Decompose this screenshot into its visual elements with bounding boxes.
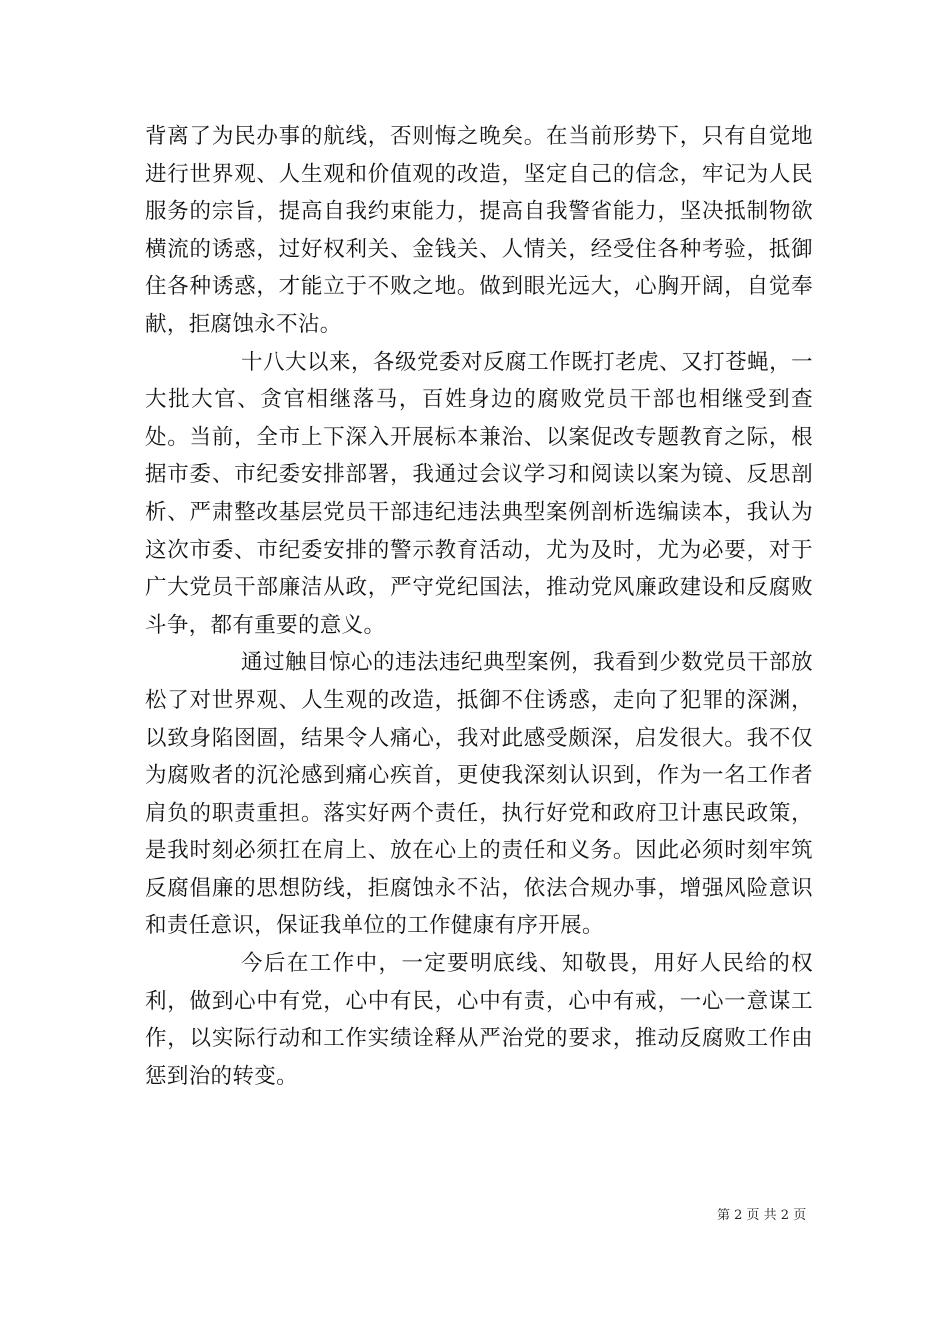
- paragraph-4: 今后在工作中，一定要明底线、知敬畏，用好人民给的权利，做到心中有党，心中有民，心中有责，心中有戒，一心一意谋工作，以实际行动和工作实绩诠释从严治党的要求，推动反腐败工作由惩到治的转变。: [145, 951, 813, 1089]
- document-body: [145, 118, 813, 1095]
- page-number-footer: 第 2 页 共 2 页: [717, 1208, 807, 1223]
- paragraph-2: 十八大以来，各级党委对反腐工作既打老虎、又打苍蝇，一大批大官、贪官相继落马，百姓身边的腐败党员干部也相继受到查处。当前，全市上下深入开展标本兼治、以案促改专题教育之际，根据市委、市纪委安排部署，我通过会议学习和阅读以案为镜、反思剖析、严肃整改基层党员干部违纪违法典型案例剖析选编读本，我认为这次市委、市纪委安排的警示教育活动，尤为及时，尤为必要，对于广大党员干部廉洁从政，严守党纪国法，推动党风廉政建设和反腐败斗争，都有重要的意义。: [145, 349, 813, 638]
- paragraph-1: 背离了为民办事的航线，否则悔之晚矣。在当前形势下，只有自觉地进行世界观、人生观和价值观的改造，坚定自己的信念，牢记为人民服务的宗旨，提高自我约束能力，提高自我警省能力，坚决抵制物欲横流的诱惑，过好权利关、金钱关、人情关，经受住各种考验，抵御住各种诱惑，才能立于不败之地。做到眼光远大，心胸开阔，自觉奉献，拒腐蚀永不沾。: [145, 124, 813, 337]
- paragraph-3: 通过触目惊心的违法违纪典型案例，我看到少数党员干部放松了对世界观、人生观的改造，抵御不住诱惑，走向了犯罪的深渊，以致身陷囹圄，结果令人痛心，我对此感受颇深，启发很大。我不仅为腐败者的沉沦感到痛心疾首，更使我深刻认识到，作为一名工作者肩负的职责重担。落实好两个责任，执行好党和政府卫计惠民政策，是我时刻必须扛在肩上、放在心上的责任和义务。因此必须时刻牢筑反腐倡廉的思想防线，拒腐蚀永不沾，依法合规办事，增强风险意识和责任意识，保证我单位的工作健康有序开展。: [145, 650, 813, 939]
